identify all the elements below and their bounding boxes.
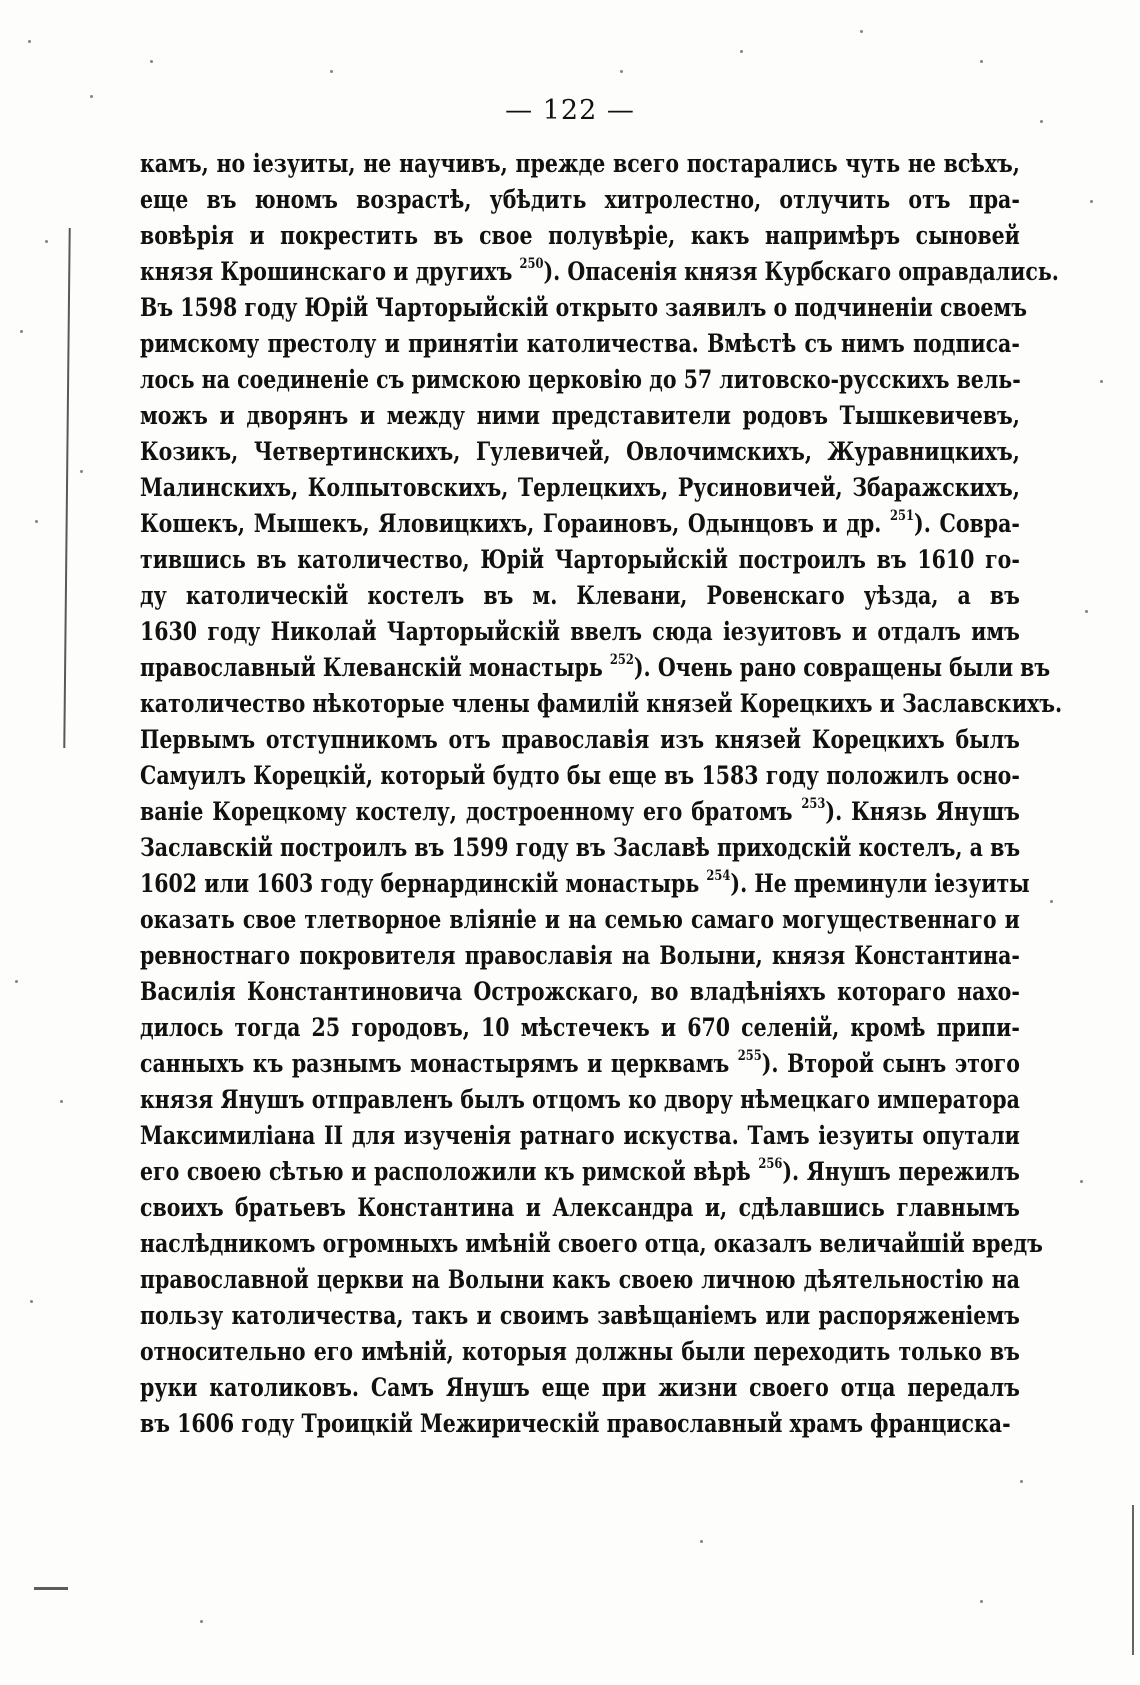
text-line — [140, 254, 1059, 290]
line-text: лось на соединеніе съ римскою церковію до 57 литовско-русскихъ вель- — [140, 365, 1021, 394]
line-text: Малинскихъ, Колпытовскихъ, Терлецкихъ, Русиновичей, Збаражскихъ, — [140, 473, 1020, 502]
line-text: пользу католичества, такъ и своимъ завѣщаніемъ или распоряженіемъ — [140, 1301, 1020, 1330]
line-text-continued: ). Янушъ пережилъ — [782, 1157, 1020, 1186]
line-text: вовѣрія и покрестить въ свое полувѣріе, какъ напримѣръ сыновей — [140, 221, 1020, 250]
text-line — [140, 938, 1020, 974]
text-line — [140, 1046, 1020, 1082]
line-text: ду католическій костелъ въ м. Клевани, Ровенскаго уѣзда, а въ — [140, 581, 1020, 610]
text-line — [140, 650, 1051, 686]
line-text: санныхъ къ разнымъ монастырямъ и церквамъ — [140, 1049, 738, 1078]
line-text: Заславскій построилъ въ 1599 году въ Заславѣ приходскій костелъ, а въ — [140, 833, 1021, 862]
text-line — [140, 1406, 1020, 1442]
line-text-continued: ). Очень рано совращены были въ — [633, 653, 1051, 682]
text-line — [140, 758, 1020, 794]
line-text: 1602 или 1603 году бернардинскій монастырь — [140, 869, 707, 898]
footnote-reference: 256 — [758, 1156, 783, 1172]
scan-speck — [30, 1300, 33, 1303]
line-text: православный Клеванскій монастырь — [140, 653, 610, 682]
text-line — [140, 362, 1020, 398]
line-text: еще въ юномъ возрастѣ, убѣдить хитролестно, отлучить отъ пра- — [140, 185, 1020, 214]
line-text: въ 1606 году Троицкій Межирическій православный храмъ франциска- — [140, 1409, 1011, 1438]
line-text: Кошекъ, Мышекъ, Яловицкихъ, Гораиновъ, Одынцовъ и др. — [140, 509, 891, 538]
scan-speck — [1100, 380, 1103, 383]
text-line — [140, 1190, 1020, 1226]
scan-speck — [1050, 900, 1053, 903]
scan-speck — [980, 60, 983, 63]
text-line — [140, 1226, 1043, 1262]
line-text: своихъ братьевъ Константина и Александра и, сдѣлавшись главнымъ — [140, 1193, 1020, 1222]
scan-speck — [80, 470, 83, 473]
footnote-reference: 252 — [609, 652, 634, 668]
scan-speck — [330, 70, 333, 73]
scan-speck — [1090, 200, 1093, 203]
scan-speck — [1080, 1180, 1083, 1183]
scan-speck — [620, 70, 623, 73]
right-edge-mark — [1132, 1505, 1134, 1655]
text-line — [140, 866, 1030, 902]
scan-speck — [60, 1100, 63, 1103]
line-text-continued: ). Князь Янушъ — [825, 797, 1020, 826]
text-line — [140, 218, 1020, 254]
scan-speck — [980, 1600, 983, 1603]
line-text: православной церкви на Волыни какъ своею личною дѣятельностію на — [140, 1265, 1020, 1294]
margin-pencil-mark — [63, 228, 70, 748]
text-line — [140, 578, 1020, 614]
line-text: дилось тогда 25 городовъ, 10 мѣстечекъ и 670 селеній, кромѣ припи- — [140, 1013, 1020, 1042]
scan-speck — [90, 95, 93, 98]
scan-speck — [28, 40, 31, 43]
text-line — [140, 542, 1020, 578]
scan-speck — [150, 60, 153, 63]
text-line — [140, 434, 1020, 470]
line-text: относительно его имѣній, которыя должны были переходить только въ — [140, 1337, 1020, 1366]
line-text: Въ 1598 году Юрій Чарторыйскій открыто заявилъ о подчиненіи своемъ — [140, 293, 1027, 322]
text-line — [140, 1154, 1020, 1190]
text-line — [140, 974, 1020, 1010]
text-line — [140, 470, 1020, 506]
text-line — [140, 146, 1020, 182]
footnote-reference: 250 — [519, 256, 544, 272]
line-text: Самуилъ Корецкій, который будто бы еще въ 1583 году положилъ осно- — [140, 761, 1020, 790]
scan-speck — [740, 50, 743, 53]
scan-speck — [1040, 120, 1043, 123]
scan-speck — [200, 1620, 203, 1623]
line-text: Козикъ, Четвертинскихъ, Гулевичей, Овлочимскихъ, Журавницкихъ, — [140, 437, 1020, 466]
line-text-continued: ). Второй сынъ этого — [761, 1049, 1020, 1078]
footnote-reference: 254 — [706, 868, 731, 884]
line-text: наслѣдникомъ огромныхъ имѣній своего отца, оказалъ величайшій вредъ — [140, 1229, 1043, 1258]
scan-speck — [35, 520, 38, 523]
scan-speck — [700, 1540, 703, 1543]
text-line — [140, 398, 1020, 434]
line-text: ревностнаго покровителя православія на Волыни, князя Константина- — [140, 941, 1020, 970]
text-line — [140, 506, 1020, 542]
text-line — [140, 902, 1020, 938]
line-text-continued: ). Не преминули іезуиты — [730, 869, 1030, 898]
text-line — [140, 614, 1020, 650]
body-text — [140, 146, 1063, 1442]
scan-speck — [1020, 1480, 1023, 1483]
scan-speck — [45, 240, 48, 243]
line-text: камъ, но іезуиты, не научивъ, прежде всего постарались чуть не всѣхъ, — [140, 149, 1020, 178]
line-text: Василія Константиновича Острожскаго, во владѣніяхъ котораго нахо- — [140, 977, 1020, 1006]
text-line — [140, 794, 1020, 830]
text-line — [140, 1370, 1020, 1406]
page-number: — 122 — — [505, 95, 635, 126]
text-line — [140, 290, 1027, 326]
footnote-reference: 255 — [737, 1048, 762, 1064]
margin-dash-mark — [34, 1587, 68, 1590]
text-line — [140, 1082, 1020, 1118]
scan-speck — [20, 330, 23, 333]
text-line — [140, 722, 1020, 758]
line-text: князя Крошинскаго и другихъ — [140, 257, 520, 286]
text-line — [140, 1334, 1020, 1370]
line-text: ваніе Корецкому костелу, достроенному его братомъ — [140, 797, 802, 826]
line-text: Первымъ отступникомъ отъ православія изъ князей Корецкихъ былъ — [140, 725, 1020, 754]
scan-speck — [1085, 610, 1088, 613]
footnote-reference: 251 — [890, 508, 915, 524]
line-text-continued: ). Опасенія князя Курбскаго оправдались. — [543, 257, 1059, 286]
text-line — [140, 686, 1063, 722]
text-line — [140, 326, 1020, 362]
line-text: руки католиковъ. Самъ Янушъ еще при жизни своего отца передалъ — [140, 1373, 1020, 1402]
text-line — [140, 182, 1020, 218]
line-text: оказать свое тлетворное вліяніе и на семью самаго могущественнаго и — [140, 905, 1020, 934]
line-text: Максимиліана II для изученія ратнаго искуства. Тамъ іезуиты опутали — [140, 1121, 1020, 1150]
line-text: его своею сѣтью и расположили къ римской вѣрѣ — [140, 1157, 759, 1186]
text-line — [140, 1262, 1020, 1298]
line-text-continued: ). Совра- — [914, 509, 1020, 538]
line-text: князя Янушъ отправленъ былъ отцомъ ко двору нѣмецкаго императора — [140, 1085, 1020, 1114]
line-text: тившись въ католичество, Юрій Чарторыйскій построилъ въ 1610 го- — [140, 545, 1020, 574]
scan-speck — [860, 30, 863, 33]
text-line — [140, 830, 1020, 866]
text-line — [140, 1010, 1020, 1046]
scan-speck — [15, 980, 18, 983]
footnote-reference: 253 — [801, 796, 826, 812]
line-text: 1630 году Николай Чарторыйскій ввелъ сюда іезуитовъ и отдалъ имъ — [140, 617, 1020, 646]
line-text: можъ и дворянъ и между ними представители родовъ Тышкевичевъ, — [140, 401, 1020, 430]
line-text: римскому престолу и принятіи католичества. Вмѣстѣ съ нимъ подписа- — [140, 329, 1020, 358]
text-line — [140, 1118, 1020, 1154]
text-line — [140, 1298, 1020, 1334]
line-text: католичество нѣкоторые члены фамилій князей Корецкихъ и Заславскихъ. — [140, 689, 1063, 718]
